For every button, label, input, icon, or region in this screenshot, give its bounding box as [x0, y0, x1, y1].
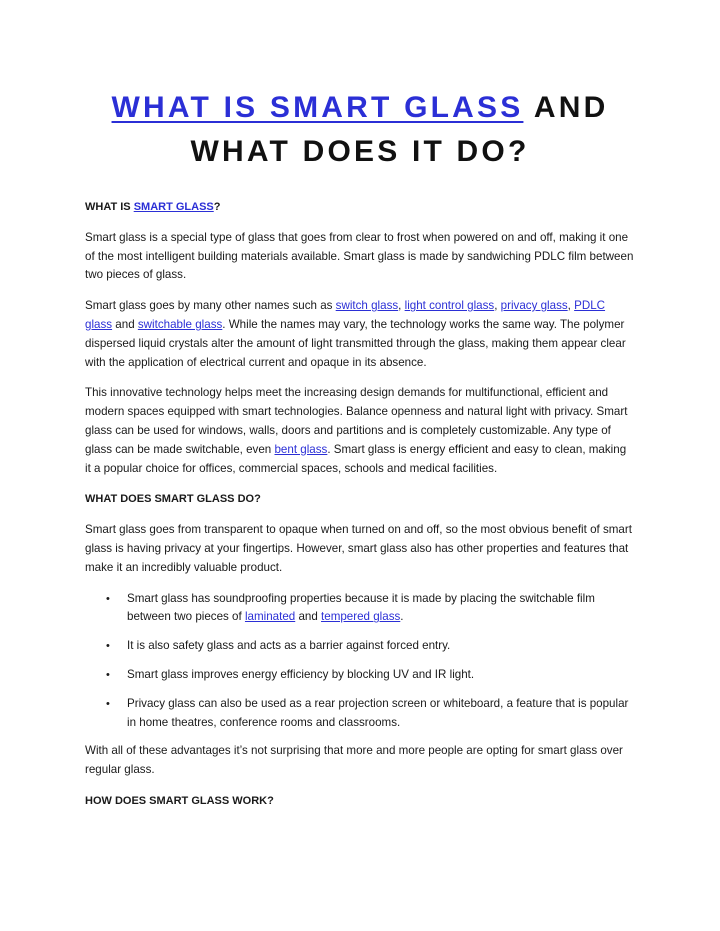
text-span: and — [295, 610, 322, 624]
laminated-link[interactable]: laminated — [244, 610, 296, 624]
list-item — [85, 666, 635, 685]
tempered-glass-link[interactable]: tempered glass — [321, 610, 401, 624]
page-title — [0, 86, 720, 174]
list-item-text: Smart glass improves energy efficiency by blocking UV and IR light. — [127, 667, 475, 681]
text-span: , — [398, 299, 405, 313]
light-control-glass-link[interactable]: light control glass — [404, 299, 495, 313]
heading-suffix: ? — [213, 201, 221, 213]
switch-glass-link[interactable]: switch glass — [335, 299, 399, 313]
privacy-glass-link[interactable]: privacy glass — [500, 299, 568, 313]
text-span: . Smart glass is energy efficient and easy to clean, making it a popular choice for offices, commercial spaces, schools and medical facilities. — [85, 442, 627, 475]
text-span: Smart glass has soundproofing properties because it is made by placing the switchable film between two pieces of — [127, 591, 595, 624]
text-span: , — [494, 299, 501, 313]
bullet-icon: • — [106, 640, 110, 653]
heading-prefix: WHAT IS — [85, 201, 134, 213]
intro-paragraph: Smart glass is a special type of glass that goes from clear to frost when powered on and off, making it one of the most intelligent building materials available. Smart glass is made by sandwiching PDLC film between two pieces of glass. — [85, 230, 634, 282]
heading-how-does-smart-glass-work: HOW DOES SMART GLASS WORK? — [85, 794, 274, 807]
list-item — [85, 695, 635, 733]
heading-what-does-smart-glass-do: WHAT DOES SMART GLASS DO? — [85, 493, 261, 506]
bent-glass-link[interactable]: bent glass — [274, 442, 328, 456]
bullet-icon: • — [106, 697, 110, 710]
heading-what-is-smart-glass — [85, 198, 635, 217]
title-line1-rest: AND — [523, 91, 609, 124]
text-span: , — [567, 299, 575, 313]
title-line2: WHAT DOES IT DO? — [190, 135, 530, 168]
article-body — [85, 198, 635, 823]
switchable-glass-link[interactable]: switchable glass — [137, 317, 223, 331]
bullet-icon: • — [106, 592, 110, 605]
benefits-intro-paragraph: Smart glass goes from transparent to opaque when turned on and off, so the most obvious benefit of smart glass is having privacy at your fingertips. However, smart glass also has other properties and features that make it an incredibly valuable product. — [85, 523, 632, 574]
text-span: and — [112, 317, 138, 331]
names-paragraph — [85, 297, 635, 372]
bullet-icon: • — [106, 668, 110, 681]
heading-smart-glass-link[interactable]: SMART GLASS — [133, 201, 214, 213]
text-span: . — [400, 610, 404, 624]
list-item — [85, 590, 635, 628]
text-span: This innovative technology helps meet the increasing design demands for multifunctional, efficient and modern spaces equipped with smart technologies. Balance openness and natural light with privacy. Smart glass can be used for windows, walls, doors and partitions and is completely customizable. Any type of glass can be made switchable, even — [85, 386, 628, 456]
title-smart-glass-link[interactable]: WHAT IS SMART GLASS — [111, 91, 524, 124]
benefits-list — [85, 590, 635, 733]
text-span: . While the names may vary, the technology works the same way. The polymer dispersed liquid crystals alter the amount of light transmitted through the glass, making them appear clear with the application of electrical current and opaque in its absence. — [85, 317, 626, 369]
pdlc-glass-link[interactable]: PDLC glass — [85, 299, 606, 331]
closing-paragraph: With all of these advantages it’s not surprising that more and more people are opting for smart glass over regular glass. — [85, 744, 623, 777]
list-item — [85, 637, 635, 656]
list-item-text: It is also safety glass and acts as a barrier against forced entry. — [127, 639, 451, 653]
technology-paragraph — [85, 384, 635, 478]
text-span: Smart glass goes by many other names such as — [85, 299, 336, 313]
list-item-text: Privacy glass can also be used as a rear projection screen or whiteboard, a feature that is popular in home theatres, conference rooms and classrooms. — [127, 696, 629, 729]
